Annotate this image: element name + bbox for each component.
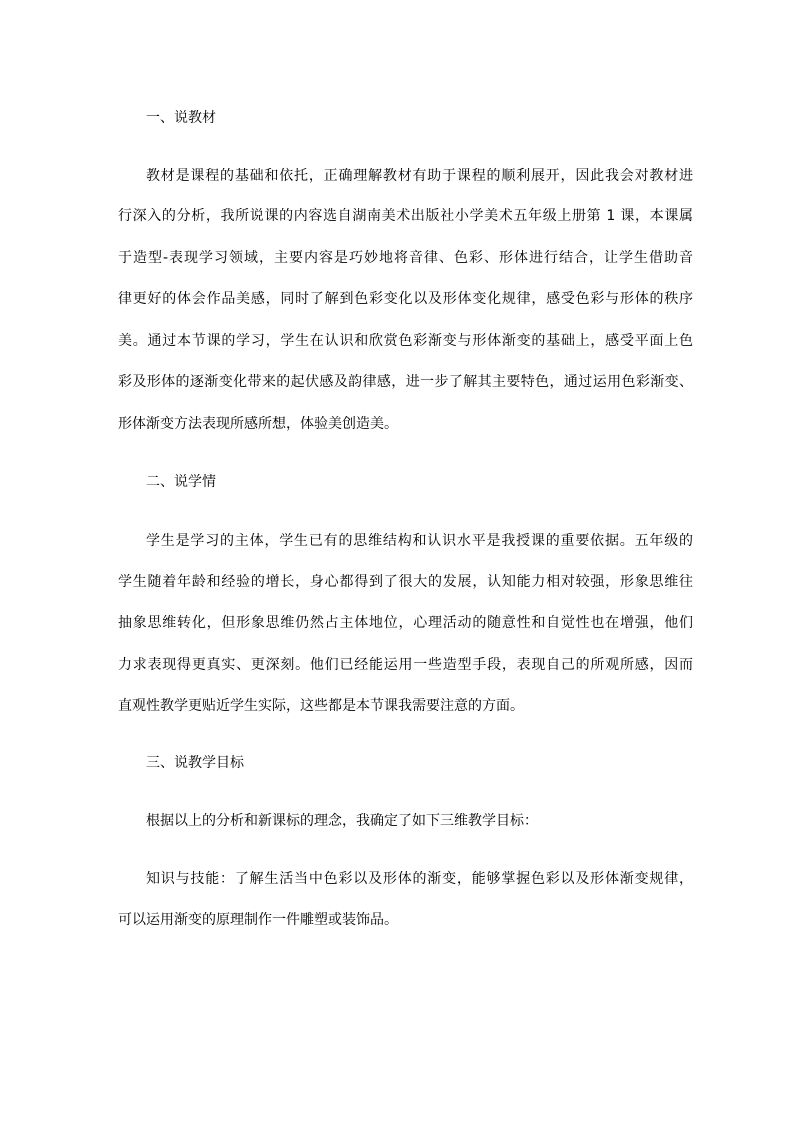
section-heading: 二、说学情 xyxy=(146,474,216,490)
paragraph-line: 直观性教学更贴近学生实际，这些都是本节课我需要注意的方面。 xyxy=(118,698,524,714)
paragraph-line: 学生是学习的主体，学生已有的思维结构和认识水平是我授课的重要依据。五年级的 xyxy=(146,533,693,549)
section-heading: 三、说教学目标 xyxy=(146,755,244,771)
section-heading: 一、说教材 xyxy=(146,110,216,126)
paragraph-line: 学生随着年龄和经验的增长，身心都得到了很大的发展，认知能力相对较强，形象思维往 xyxy=(118,574,693,590)
paragraph-line: 抽象思维转化，但形象思维仍然占主体地位，心理活动的随意性和自觉性也在增强，他们 xyxy=(118,615,693,631)
paragraph-line: 形体渐变方法表现所感所想，体验美创造美。 xyxy=(118,416,398,432)
paragraph-line: 律更好的体会作品美感，同时了解到色彩变化以及形体变化规律，感受色彩与形体的秩序 xyxy=(118,291,693,307)
paragraph-line: 根据以上的分析和新课标的理念，我确定了如下三维教学目标： xyxy=(146,813,538,829)
paragraph-line: 行深入的分析，我所说课的内容选自湖南美术出版社小学美术五年级上册第 1 课，本课属 xyxy=(118,208,693,224)
paragraph-line: 教材是课程的基础和依托，正确理解教材有助于课程的顺利展开，因此我会对教材进 xyxy=(146,168,693,184)
paragraph-line: 美。通过本节课的学习，学生在认识和欣赏色彩渐变与形体渐变的基础上，感受平面上色 xyxy=(118,333,693,349)
paragraph-line: 于造型-表现学习领域，主要内容是巧妙地将音律、色彩、形体进行结合，让学生借助音 xyxy=(118,250,693,266)
paragraph-line: 知识与技能：了解生活当中色彩以及形体的渐变，能够掌握色彩以及形体渐变规律， xyxy=(146,871,693,887)
paragraph-line: 可以运用渐变的原理制作一件雕塑或装饰品。 xyxy=(118,912,398,928)
paragraph-line: 彩及形体的逐渐变化带来的起伏感及韵律感，进一步了解其主要特色，通过运用色彩渐变、 xyxy=(118,374,693,390)
paragraph-line: 力求表现得更真实、更深刻。他们已经能运用一些造型手段，表现自己的所观所感，因而 xyxy=(118,657,693,673)
